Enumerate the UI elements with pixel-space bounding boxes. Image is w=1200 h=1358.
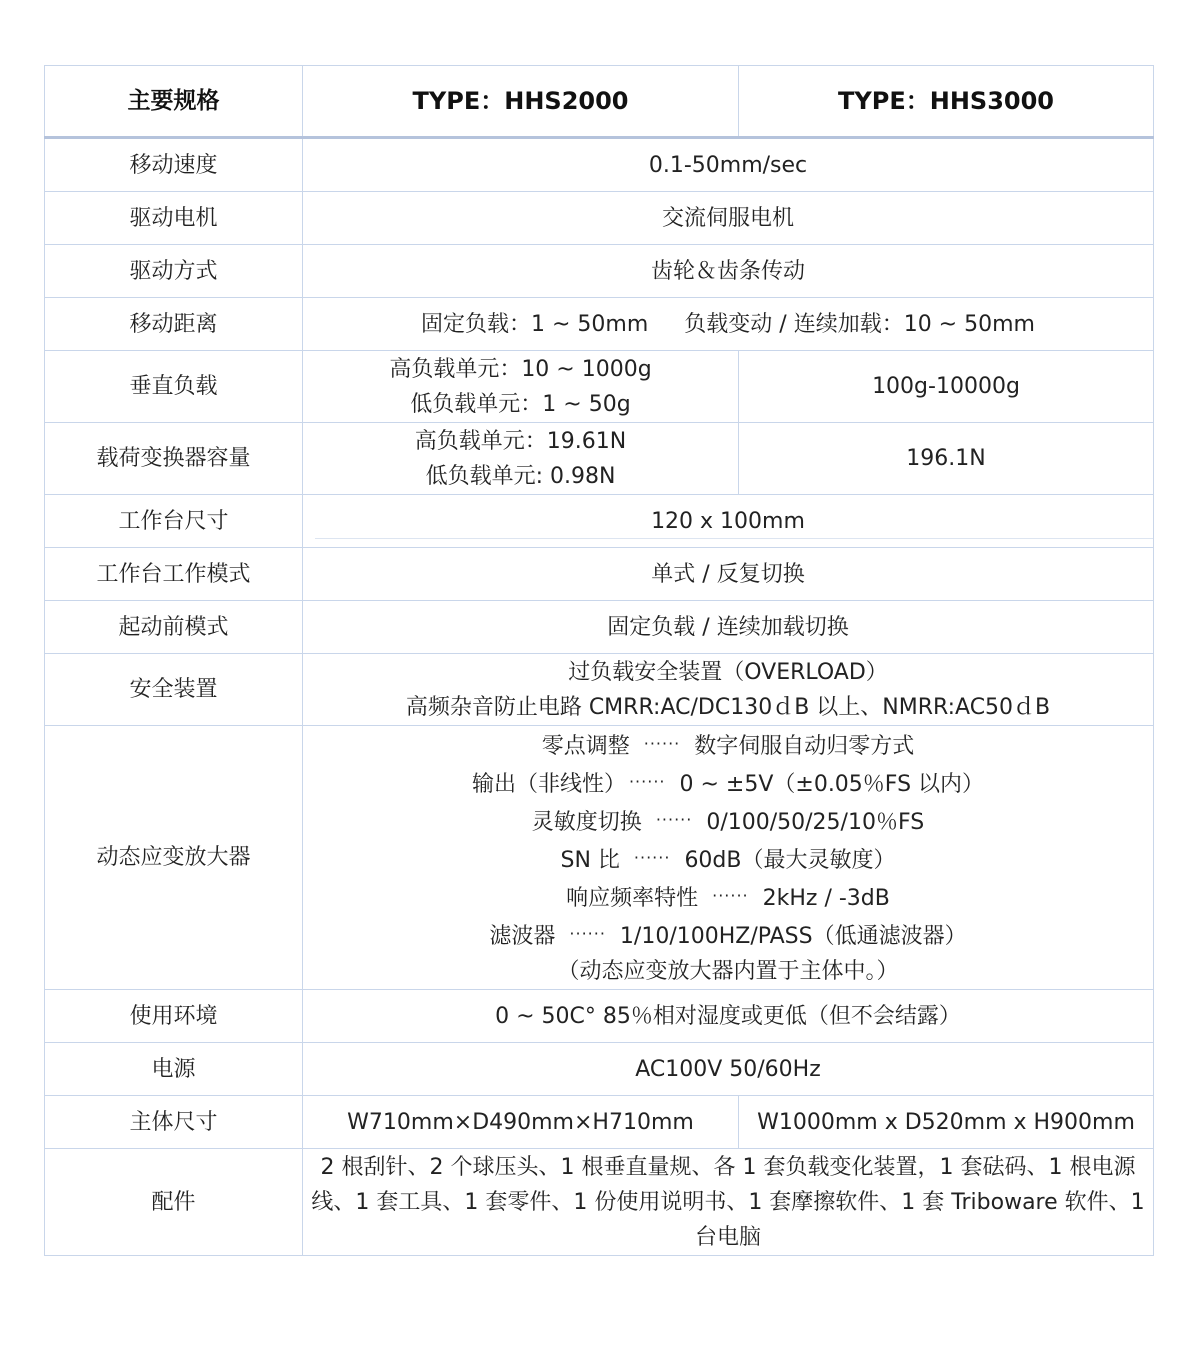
- row-accessories: [45, 1149, 1154, 1256]
- row-motor: [45, 192, 1154, 245]
- row-workbench-mode: [45, 548, 1154, 601]
- amp-dots: ······: [643, 734, 681, 753]
- amp-item: [311, 802, 1145, 840]
- row-distance: [45, 298, 1154, 351]
- amp-item-name: 零点调整: [541, 734, 630, 759]
- row-label: 垂直负载: [45, 351, 303, 423]
- amp-item: [311, 878, 1145, 916]
- amp-note: （动态应变放大器内置于主体中。）: [557, 959, 899, 984]
- header-type-hhs2000: TYPE：HHS2000: [303, 66, 739, 138]
- row-value-hhs3000: 196.1N: [739, 423, 1154, 495]
- row-label: 载荷变换器容量: [45, 423, 303, 495]
- row-value-hhs2000: [303, 423, 739, 495]
- amp-dots: ······: [569, 924, 606, 943]
- amp-item: [311, 764, 1145, 802]
- row-label: 移动速度: [45, 138, 303, 192]
- row-value: 固定负载 / 连续加载切换: [303, 601, 1154, 654]
- high-load-unit: 高负载单元：19.61N: [414, 428, 627, 454]
- amp-item-value: 数字伺服自动归零方式: [694, 734, 915, 759]
- distance-variable: 负载变动 / 连续加载：10 ~ 50mm: [684, 311, 1035, 337]
- row-workbench-size: [45, 495, 1154, 548]
- row-value: [303, 654, 1154, 726]
- row-value: AC100V 50/60Hz: [303, 1043, 1154, 1096]
- workbench-size-value: 120 x 100mm: [651, 508, 805, 534]
- row-label: 驱动方式: [45, 245, 303, 298]
- safety-overload: 过负载安全装置（OVERLOAD）: [568, 659, 888, 685]
- row-label: 主体尺寸: [45, 1096, 303, 1149]
- row-label: 驱动电机: [45, 192, 303, 245]
- distance-fixed: 固定负载：1 ~ 50mm: [421, 311, 649, 337]
- safety-noise-circuit: 高频杂音防止电路 CMRR:AC/DC130ｄB 以上、NMRR:AC50ｄB: [405, 694, 1051, 720]
- inner-divider: [315, 538, 1153, 539]
- low-load-unit: 低负载单元: 0.98N: [425, 463, 616, 489]
- row-label: 工作台尺寸: [45, 495, 303, 548]
- row-label: 移动距离: [45, 298, 303, 351]
- amp-dots: ······: [633, 848, 671, 867]
- amp-item-name: SN 比: [560, 848, 620, 873]
- low-load-unit: 低负载单元：1 ~ 50g: [410, 391, 631, 417]
- amp-item-value: 1/10/100HZ/PASS（低通滤波器）: [619, 924, 967, 949]
- amp-item: [311, 840, 1145, 878]
- row-value: 2 根刮针、2 个球压头、1 根垂直量规、各 1 套负载变化装置，1 套砝码、1 根电源线、1 套工具、1 套零件、1 份使用说明书、1 套摩擦软件、1 套 Triboware 软件、1 台电脑: [303, 1149, 1154, 1256]
- amp-item: [311, 916, 1145, 954]
- amp-dots: ······: [712, 886, 749, 905]
- row-value: 交流伺服电机: [303, 192, 1154, 245]
- amp-item-value: 0 ~ ±5V（±0.05％FS 以内）: [679, 772, 985, 797]
- row-label: 配件: [45, 1149, 303, 1256]
- row-value: [303, 495, 1154, 548]
- amp-item-name: 输出（非线性）: [471, 772, 615, 797]
- amp-dots: ······: [628, 772, 666, 791]
- amp-item-name: 灵敏度切换: [531, 810, 642, 835]
- row-label: 动态应变放大器: [45, 726, 303, 990]
- amp-item-value: 0/100/50/25/10％FS: [706, 810, 925, 835]
- row-value-hhs2000: W710mm×D490mm×H710mm: [303, 1096, 739, 1149]
- amp-item-value: 60dB（最大灵敏度）: [684, 848, 896, 873]
- row-value: 齿轮＆齿条传动: [303, 245, 1154, 298]
- row-value: 0.1-50mm/sec: [303, 138, 1154, 192]
- row-value-hhs3000: 100g-10000g: [739, 351, 1154, 423]
- row-body-size: [45, 1096, 1154, 1149]
- header-row: [45, 66, 1154, 138]
- row-start-mode: [45, 601, 1154, 654]
- header-type-hhs3000: TYPE：HHS3000: [739, 66, 1154, 138]
- row-value-hhs3000: W1000mm x D520mm x H900mm: [739, 1096, 1154, 1149]
- row-speed: [45, 138, 1154, 192]
- row-safety: [45, 654, 1154, 726]
- amp-item-name: 响应频率特性: [566, 886, 699, 911]
- row-label: 工作台工作模式: [45, 548, 303, 601]
- row-environment: [45, 990, 1154, 1043]
- spec-table: [44, 65, 1154, 1256]
- row-value: [303, 298, 1154, 351]
- row-value-hhs2000: [303, 351, 739, 423]
- row-label: 起动前模式: [45, 601, 303, 654]
- row-vertical-load: [45, 351, 1154, 423]
- row-power: [45, 1043, 1154, 1096]
- row-label: 安全装置: [45, 654, 303, 726]
- amp-item-name: 滤波器: [489, 924, 556, 949]
- row-value: [303, 726, 1154, 990]
- row-value: 0 ~ 50C° 85％相对湿度或更低（但不会结露）: [303, 990, 1154, 1043]
- row-transducer: [45, 423, 1154, 495]
- amp-item: [311, 726, 1145, 764]
- header-label: 主要规格: [45, 66, 303, 138]
- high-load-unit: 高负载单元：10 ~ 1000g: [389, 356, 652, 382]
- row-label: 电源: [45, 1043, 303, 1096]
- amp-dots: ······: [655, 810, 693, 829]
- amp-item-value: 2kHz / -3dB: [762, 886, 890, 911]
- row-value: 单式 / 反复切换: [303, 548, 1154, 601]
- row-amplifier: [45, 726, 1154, 990]
- row-label: 使用环境: [45, 990, 303, 1043]
- row-drive: [45, 245, 1154, 298]
